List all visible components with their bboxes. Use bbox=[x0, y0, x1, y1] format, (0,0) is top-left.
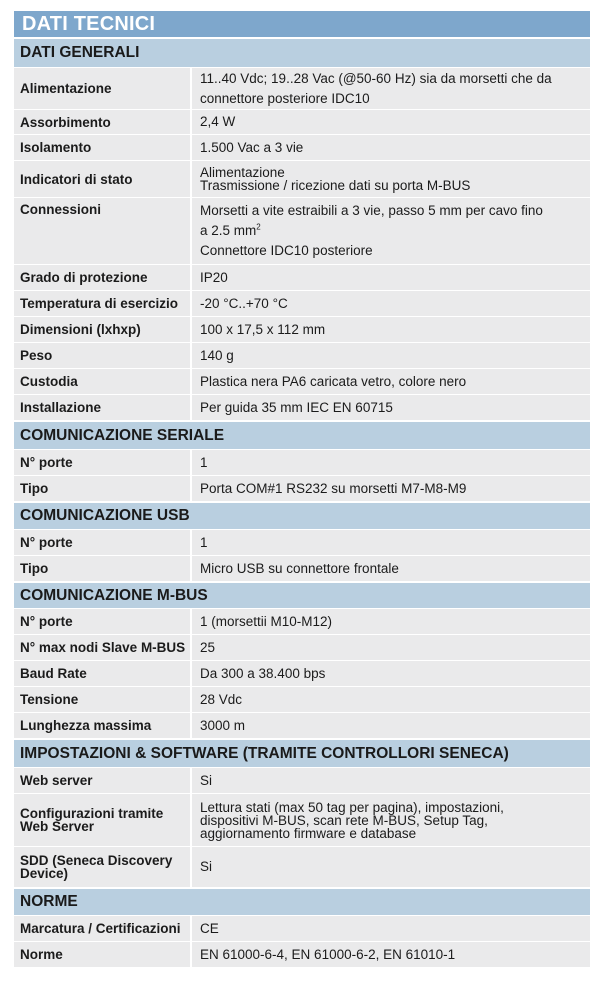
value-line: Trasmissione / ricezione dati su porta M-BUS bbox=[200, 178, 471, 193]
table-row-marcatura bbox=[14, 916, 590, 942]
section-software bbox=[14, 740, 590, 889]
table-row-webserver bbox=[14, 768, 590, 794]
table-row-norme bbox=[14, 942, 590, 968]
table-row-mbus-baud bbox=[14, 661, 590, 687]
row-value: 28 Vdc bbox=[200, 691, 243, 707]
row-value: 1 bbox=[200, 454, 208, 470]
row-label: N° max nodi Slave M-BUS bbox=[14, 635, 192, 660]
table-row-serial-tipo bbox=[14, 476, 590, 502]
section-serial bbox=[14, 422, 590, 503]
superscript: 2 bbox=[256, 222, 261, 232]
value-line: connettore posteriore IDC10 bbox=[200, 90, 370, 106]
row-label: Tensione bbox=[14, 687, 192, 712]
table-row-usb-porte bbox=[14, 530, 590, 556]
row-value: 1.500 Vac a 3 vie bbox=[200, 139, 304, 155]
table-row-mbus-tensione bbox=[14, 687, 590, 713]
table-row-mbus-nodi bbox=[14, 635, 590, 661]
row-label: Norme bbox=[14, 942, 192, 967]
row-label: Tipo bbox=[14, 556, 192, 581]
table-row-config bbox=[14, 794, 590, 847]
table-row-isolamento bbox=[14, 135, 590, 161]
table-row-custodia bbox=[14, 369, 590, 395]
table-row-installazione bbox=[14, 395, 590, 421]
section-heading-serial: COMUNICAZIONE SERIALE bbox=[14, 422, 590, 450]
row-value: 2,4 W bbox=[200, 114, 236, 129]
row-value: Micro USB su connettore frontale bbox=[200, 560, 399, 576]
section-heading-mbus: COMUNICAZIONE M-BUS bbox=[14, 583, 590, 609]
row-value: 100 x 17,5 x 112 mm bbox=[200, 321, 326, 337]
section-heading-norme: NORME bbox=[14, 889, 590, 916]
section-general bbox=[14, 39, 590, 422]
row-value bbox=[192, 161, 590, 197]
value-line: Lettura stati (max 50 tag per pagina), impostazioni, bbox=[200, 799, 504, 815]
label-line: Device) bbox=[20, 866, 69, 881]
row-value: Si bbox=[200, 772, 213, 788]
row-label: Dimensioni (lxhxp) bbox=[14, 317, 192, 342]
section-mbus bbox=[14, 583, 590, 740]
table-row-temperatura bbox=[14, 291, 590, 317]
row-label: Lunghezza massima bbox=[14, 713, 192, 738]
value-line: dispositivi M-BUS, scan rete M-BUS, Setup Tag, bbox=[200, 812, 488, 828]
row-value: Plastica nera PA6 caricata vetro, colore nero bbox=[200, 373, 467, 389]
row-value: EN 61000-6-4, EN 61000-6-2, EN 61010-1 bbox=[200, 946, 456, 962]
row-value bbox=[192, 68, 590, 109]
section-heading-general: DATI GENERALI bbox=[14, 39, 590, 68]
row-value: Si bbox=[200, 859, 213, 874]
row-label bbox=[14, 847, 192, 887]
row-value: Porta COM#1 RS232 su morsetti M7-M8-M9 bbox=[200, 480, 467, 496]
row-label: Alimentazione bbox=[14, 68, 192, 109]
section-heading-software: IMPOSTAZIONI & SOFTWARE (TRAMITE CONTROLLORI SENECA) bbox=[14, 740, 590, 768]
table-row-usb-tipo bbox=[14, 556, 590, 582]
value-line: Connettore IDC10 posteriore bbox=[200, 243, 373, 258]
row-value: 3000 m bbox=[200, 717, 246, 733]
table-row-protezione bbox=[14, 265, 590, 291]
row-label: Isolamento bbox=[14, 135, 192, 160]
row-label: N° porte bbox=[14, 450, 192, 475]
row-value: IP20 bbox=[200, 269, 228, 285]
row-label: N° porte bbox=[14, 530, 192, 555]
row-value: 1 bbox=[200, 534, 208, 550]
table-row-assorbimento bbox=[14, 110, 590, 135]
table-row-serial-porte bbox=[14, 450, 590, 476]
table-row-peso bbox=[14, 343, 590, 369]
row-value: 140 g bbox=[200, 347, 234, 363]
row-label: Installazione bbox=[14, 395, 192, 420]
row-label: Tipo bbox=[14, 476, 192, 501]
value-line: aggiornamento firmware e database bbox=[200, 825, 417, 841]
row-label bbox=[14, 794, 192, 846]
table-title: DATI TECNICI bbox=[14, 11, 590, 39]
row-label: Web server bbox=[14, 768, 192, 793]
row-value bbox=[192, 198, 590, 264]
table-row-mbus-porte bbox=[14, 609, 590, 635]
table-row-indicatori bbox=[14, 161, 590, 198]
technical-data-table bbox=[14, 11, 590, 969]
value-line: Morsetti a vite estraibili a 3 vie, passo 5 mm per cavo fino bbox=[200, 203, 543, 218]
value-text: a 2.5 mm bbox=[200, 223, 257, 238]
row-value: 1 (morsettii M10-M12) bbox=[200, 613, 333, 629]
section-norme bbox=[14, 889, 590, 969]
row-label: Temperatura di esercizio bbox=[14, 291, 192, 316]
table-row-alimentazione bbox=[14, 68, 590, 110]
row-value: -20 °C..+70 °C bbox=[200, 295, 288, 311]
row-value bbox=[192, 794, 590, 846]
row-label: Indicatori di stato bbox=[14, 161, 192, 197]
section-heading-usb: COMUNICAZIONE USB bbox=[14, 503, 590, 530]
label-line: Configurazioni tramite bbox=[20, 806, 164, 821]
row-label: Grado di protezione bbox=[14, 265, 192, 290]
row-label: N° porte bbox=[14, 609, 192, 634]
row-label: Custodia bbox=[14, 369, 192, 394]
row-value: Da 300 a 38.400 bps bbox=[200, 665, 326, 681]
table-row-connessioni bbox=[14, 198, 590, 265]
table-row-mbus-lunghezza bbox=[14, 713, 590, 739]
label-line: Web Server bbox=[20, 819, 95, 834]
row-label: Baud Rate bbox=[14, 661, 192, 686]
label-line: SDD (Seneca Discovery bbox=[20, 853, 173, 868]
row-value: Per guida 35 mm IEC EN 60715 bbox=[200, 399, 393, 415]
row-label: Marcatura / Certificazioni bbox=[14, 916, 192, 941]
table-row-dimensioni bbox=[14, 317, 590, 343]
row-label: Peso bbox=[14, 343, 192, 368]
value-line: 11..40 Vdc; 19..28 Vac (@50-60 Hz) sia da morsetti che da bbox=[200, 70, 552, 86]
row-value: CE bbox=[200, 920, 219, 936]
value-line: Alimentazione bbox=[200, 165, 285, 180]
row-label: Connessioni bbox=[14, 198, 192, 264]
value-line bbox=[200, 221, 584, 241]
row-label: Assorbimento bbox=[14, 110, 192, 134]
section-usb bbox=[14, 503, 590, 583]
table-row-sdd bbox=[14, 847, 590, 888]
row-value: 25 bbox=[200, 639, 216, 655]
